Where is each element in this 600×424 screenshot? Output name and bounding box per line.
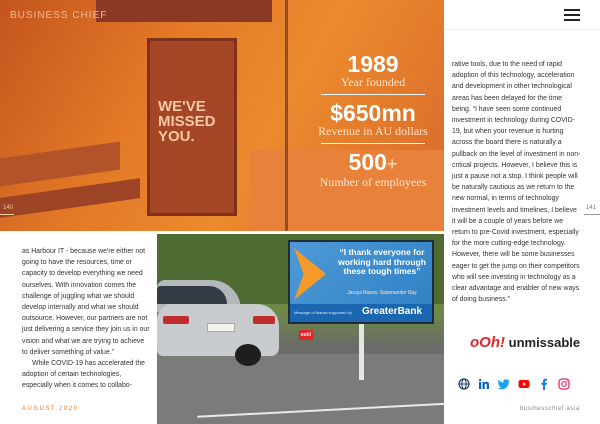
article-column-right [452, 59, 582, 305]
menu-bar [564, 14, 580, 16]
article-column-left [22, 246, 150, 392]
brand-tagline: unmissable [508, 335, 581, 350]
stat-suffix: + [386, 154, 398, 174]
car-wheel [235, 344, 261, 366]
header-divider [444, 29, 600, 30]
twitter-icon[interactable] [498, 378, 510, 390]
car [157, 278, 279, 366]
ooh-badge: ooh! [300, 332, 312, 338]
ooh-unmissable-ad[interactable] [470, 334, 580, 351]
billboard-credit: Jacqui Razov, Salamander Bay [347, 290, 417, 296]
page-number-left: 140 [3, 205, 14, 211]
facebook-icon[interactable] [538, 378, 550, 390]
light-pole [285, 0, 288, 231]
stat-value [318, 150, 428, 176]
shelter-poster [147, 38, 237, 216]
billboard-footer-bar [290, 304, 432, 322]
car-taillight [163, 316, 189, 324]
stat-label: Revenue in AU dollars [318, 124, 428, 138]
issue-date: AUGUST 2020 [22, 406, 79, 412]
stat-value: 1989 [347, 51, 399, 77]
page-tick-left [0, 214, 14, 215]
stat-founded [318, 52, 428, 88]
instagram-icon[interactable] [558, 378, 570, 390]
car-window [157, 286, 227, 304]
chevron-shape [294, 248, 326, 300]
article-paragraph: as Harbour IT - because we're either not going to have the resources, time or capacity to develop everything we need ourselves. With innovation comes the challenge of juggling what we should develop internally and what we should outsource. However, our partners are not just delivering a service they join us in our vision and what we are trying to achieve to deliver something of value.” [22, 248, 150, 356]
stat-label: Number of employees [319, 175, 427, 189]
globe-icon[interactable] [458, 378, 470, 390]
page-tick-right [584, 214, 600, 215]
menu-bar [564, 19, 580, 21]
site-url[interactable]: businesschief.asia [520, 406, 580, 412]
stat-divider [321, 94, 425, 95]
company-stats [318, 52, 428, 188]
bench-seat [0, 178, 140, 218]
article-paragraph: While COVID-19 has accelerated the adoption of certain technologies, especially when it comes to collabo- [22, 360, 145, 390]
billboard [288, 240, 434, 324]
youtube-icon[interactable] [518, 378, 530, 390]
billboard-brand: GreaterBank [362, 306, 423, 317]
billboard-post [359, 324, 364, 380]
car-taillight [253, 316, 275, 324]
stat-divider [321, 143, 425, 144]
brand-ooh: oOh! [470, 334, 505, 351]
billboard-bar-text: Message of thanks supported by [294, 310, 352, 315]
linkedin-icon[interactable] [478, 378, 490, 390]
stat-value: $650mn [330, 100, 416, 126]
stat-number: 500 [348, 149, 387, 175]
license-plate [207, 323, 235, 332]
bus-shelter-roof [96, 0, 272, 22]
menu-bar [564, 9, 580, 11]
publication-logo[interactable]: BUSINESS CHIEF [10, 10, 108, 21]
stat-employees [318, 150, 428, 188]
bench [0, 142, 120, 187]
hamburger-menu-icon[interactable] [564, 8, 580, 22]
stat-label: Year founded [340, 75, 406, 89]
poster-text: WE'VE MISSED YOU. [158, 98, 216, 145]
stat-revenue [318, 101, 428, 137]
social-links [456, 378, 576, 392]
article-paragraph: rative tools, due to the need of rapid adoption of this technology, acceleration and development in other technological areas has been delayed for the time being. “I have seen some continued investment in technology during COVID-19, but when your revenue is hurting across the board there is naturally a pullback on the level of investment in non-critical projects. However, I believe this is just a pause not a stop. I think people will be naturally cautious as we return to the new normal, in terms of technology investment levels and timelines, I believe it will be a couple of years before we return to pre-Covid investment, especially for the more cutting-edge technology. However, there will be some businesses eager to get the jump on their competitors who will see investing in technology as a clear advantage and enabler of new ways of doing business.” [452, 61, 581, 304]
page-number-right: 141 [586, 205, 597, 211]
billboard-quote: “I thank everyone for working hard through these tough times” [338, 247, 426, 276]
billboard-photo [157, 234, 444, 424]
